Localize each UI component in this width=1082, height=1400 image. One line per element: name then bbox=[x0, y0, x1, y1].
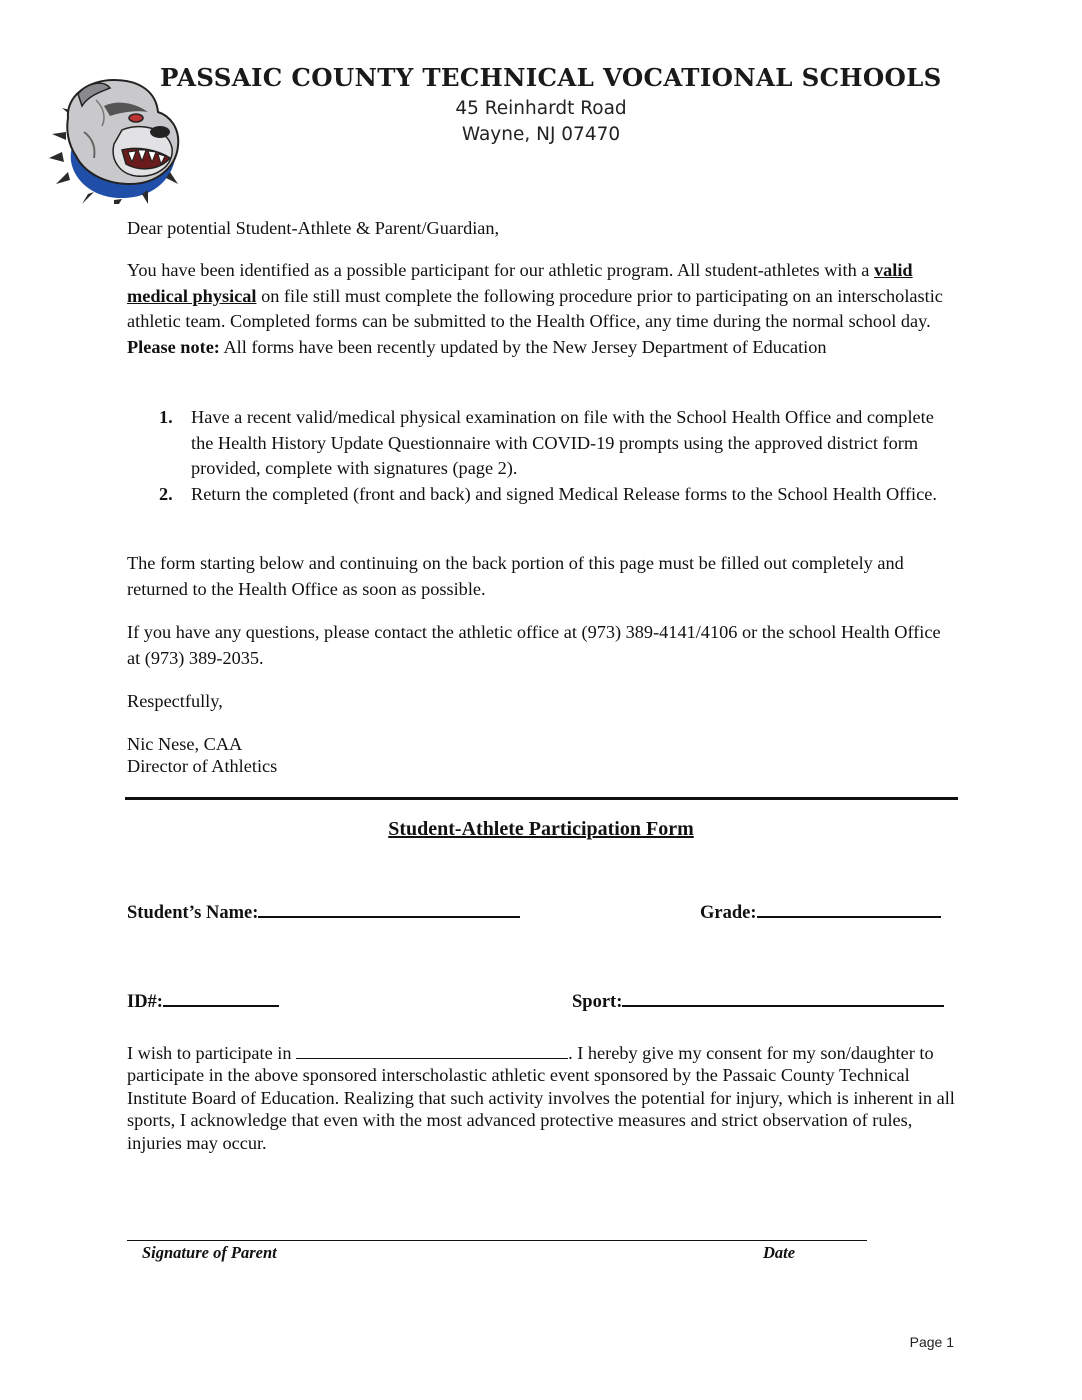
participation-blank[interactable] bbox=[296, 1042, 568, 1059]
student-name-field bbox=[127, 898, 520, 924]
signer-name: Nic Nese, CAA bbox=[127, 734, 243, 754]
signer-title: Director of Athletics bbox=[127, 756, 278, 776]
intro-text-2: on file still must complete the following procedure prior to participating on an interscholastic athletic team. Completed forms can be submitted to the Health Office, any time during the normal school day. bbox=[127, 285, 943, 331]
list-number: 2. bbox=[159, 484, 173, 504]
school-name: PASSAIC COUNTY TECHNICAL VOCATIONAL SCHOOLS bbox=[160, 63, 942, 92]
section-divider bbox=[125, 797, 958, 800]
signature-line[interactable] bbox=[127, 1240, 867, 1241]
sport-field bbox=[572, 987, 944, 1013]
grade-field bbox=[700, 898, 941, 924]
consent-prefix: I wish to participate in bbox=[127, 1043, 292, 1063]
signature-label: Signature of Parent bbox=[142, 1243, 277, 1262]
intro-underlined-text: valid medical physical bbox=[127, 260, 913, 306]
consent-text: . I hereby give my consent for my son/daughter to participate in the above sponsored interscholastic athletic event sponsored by the Passaic County Technical Institute Board of Education. Realizing that such activity involves the potential for injury, which is inherent in all sports, I acknowledge that even with the most advanced protective measures and strict observation of rules, injuries may occur. bbox=[127, 1043, 955, 1153]
address-line-2: Wayne, NJ 07470 bbox=[461, 124, 621, 145]
note-label: Please note: bbox=[127, 336, 220, 357]
student-name-label: Student’s Name: bbox=[127, 903, 259, 923]
sport-label: Sport: bbox=[572, 992, 623, 1012]
intro-paragraph bbox=[127, 258, 957, 360]
form-title: Student-Athlete Participation Form bbox=[388, 818, 694, 840]
id-field bbox=[127, 987, 279, 1013]
salutation: Dear potential Student-Athlete & Parent/Guardian, bbox=[127, 218, 500, 238]
closing: Respectfully, bbox=[127, 691, 223, 711]
contact-paragraph: If you have any questions, please contact the athletic office at (973) 389-4141/4106 or the school Health Office at (973) 389-2035. bbox=[127, 622, 941, 668]
form-note-paragraph: The form starting below and continuing on the back portion of this page must be filled out completely and returned to the Health Office as soon as possible. bbox=[127, 553, 904, 599]
list-item bbox=[159, 405, 949, 482]
grade-line[interactable] bbox=[757, 898, 941, 918]
consent-paragraph bbox=[127, 1042, 957, 1154]
date-label: Date bbox=[763, 1243, 796, 1262]
id-label: ID#: bbox=[127, 992, 163, 1012]
grade-label: Grade: bbox=[700, 903, 757, 923]
list-item bbox=[159, 482, 949, 508]
id-line[interactable] bbox=[163, 987, 279, 1007]
list-text: Have a recent valid/medical physical examination on file with the School Health Office and complete the Health History Update Questionnaire with COVID-19 prompts using the approved district form provided, complete with signatures (page 2). bbox=[191, 407, 934, 478]
address-line-1: 45 Reinhardt Road bbox=[455, 98, 627, 119]
page-number: Page 1 bbox=[909, 1334, 954, 1350]
list-text: Return the completed (front and back) and signed Medical Release forms to the School Health Office. bbox=[191, 484, 937, 504]
student-name-line[interactable] bbox=[258, 898, 520, 918]
sport-line[interactable] bbox=[622, 987, 944, 1007]
list-number: 1. bbox=[159, 407, 173, 427]
intro-text-1: You have been identified as a possible participant for our athletic program. All student-athletes with a bbox=[127, 260, 870, 280]
note-text: All forms have been recently updated by the New Jersey Department of Education bbox=[223, 336, 827, 357]
